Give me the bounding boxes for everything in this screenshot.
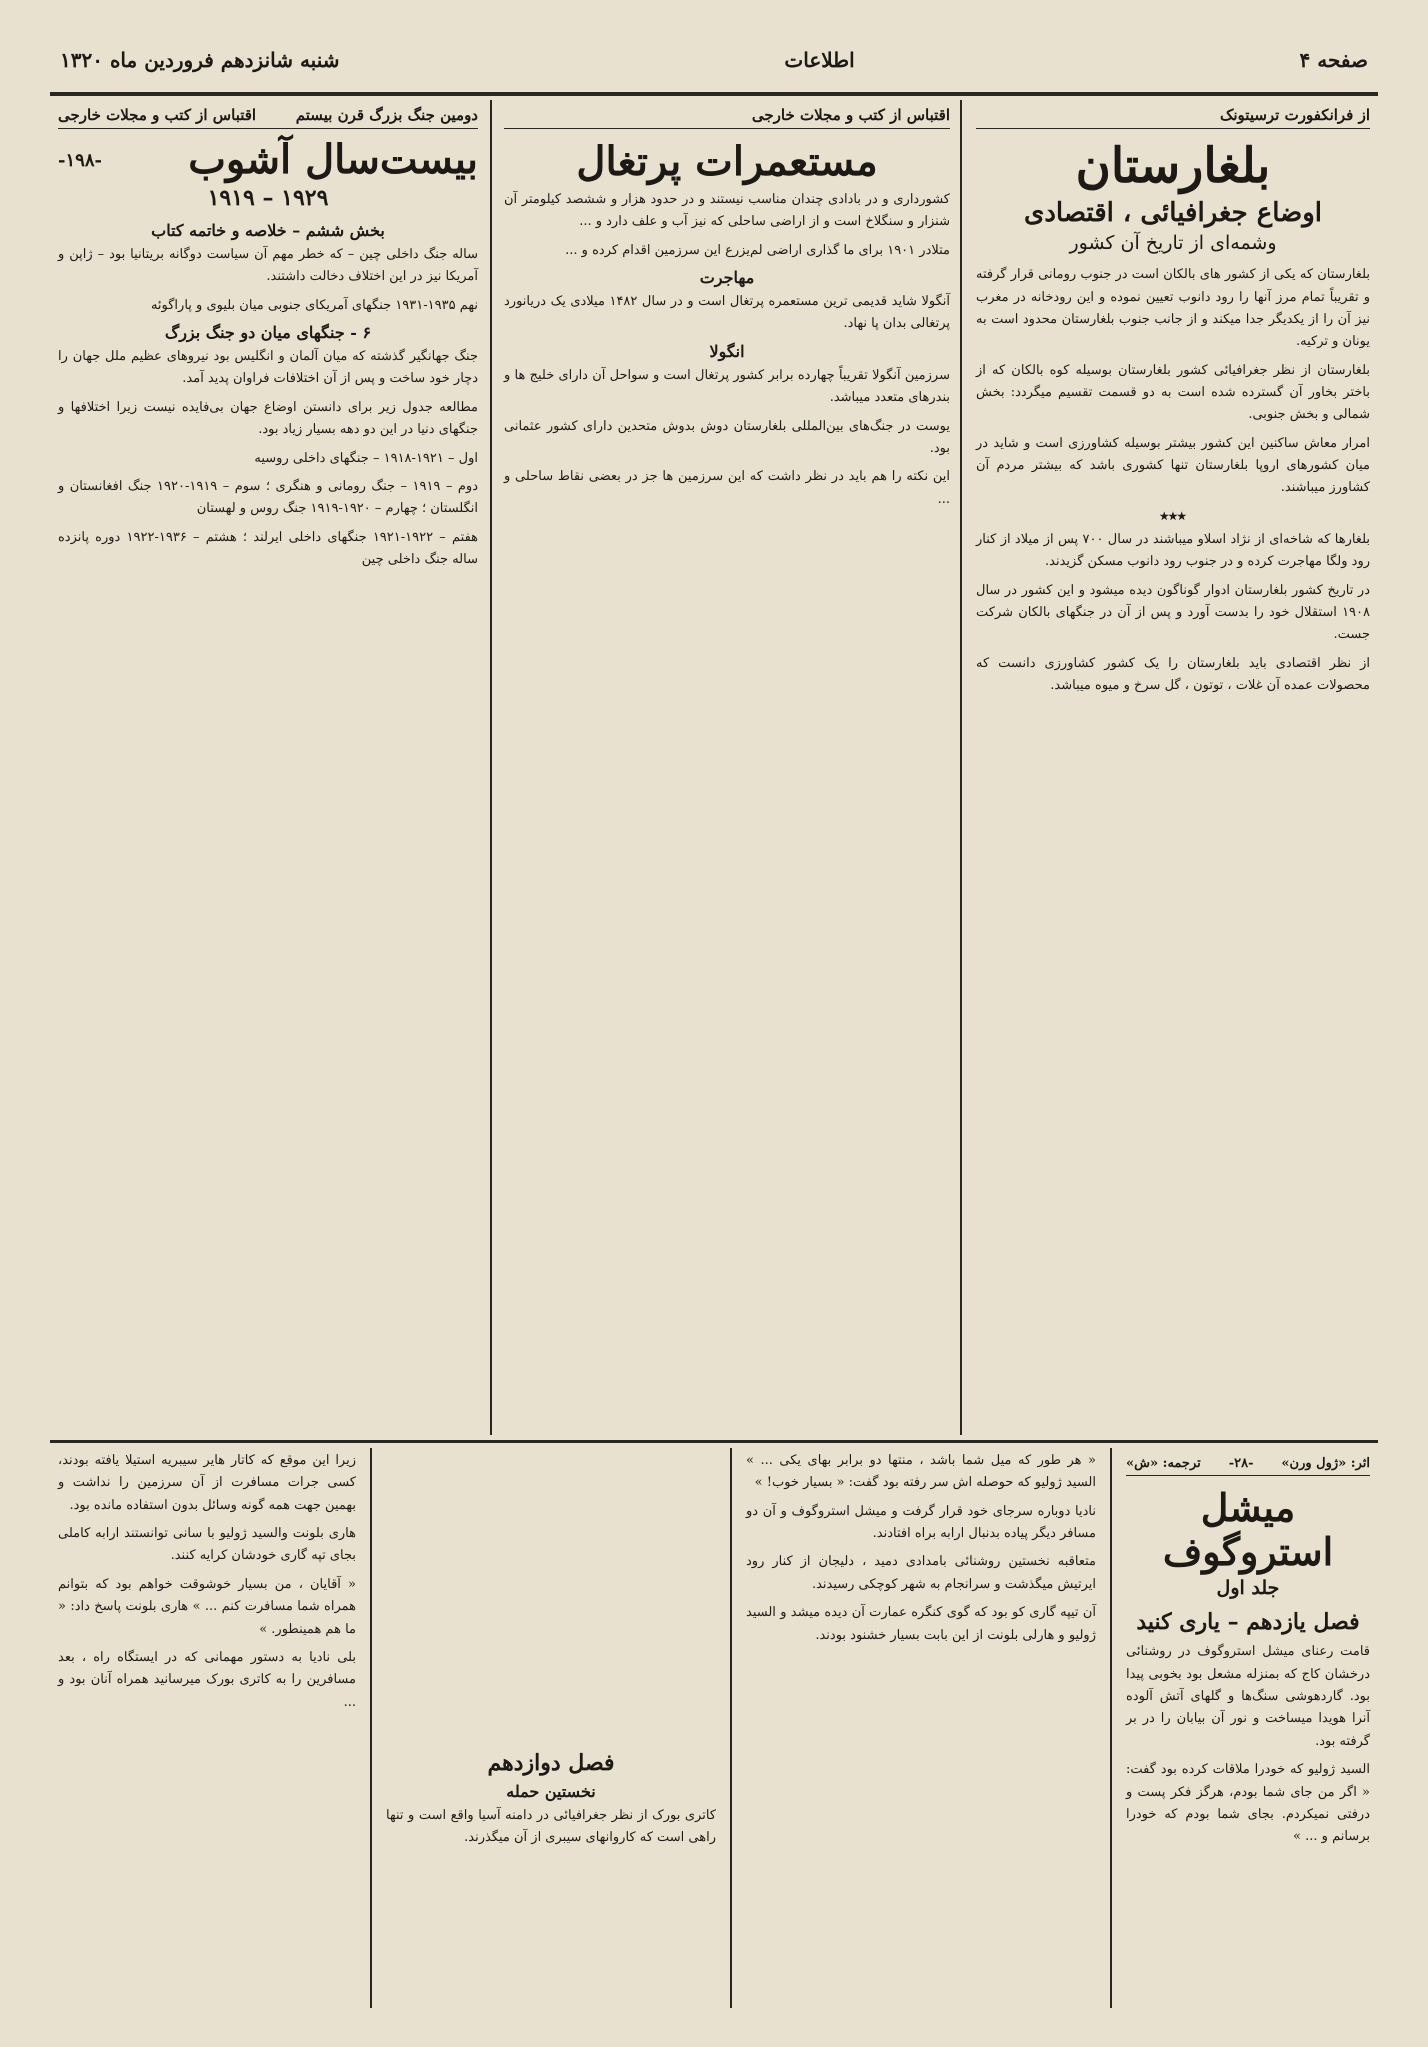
article-years: ۱۹۲۹ – ۱۹۱۹ (207, 185, 329, 211)
article-portugal-colonies (496, 100, 958, 1432)
article-title: بیست‌سال آشوب (188, 136, 478, 183)
section-heading: نخستین حمله (506, 1782, 596, 1801)
paragraph: بلی نادیا به دستور مهمانی که در ایستگاه راه ، بعد مسافرین را به کاتری بورک میرسانید همراه آنان بود و ... (58, 1649, 356, 1710)
newspaper-name: اطلاعات (784, 48, 855, 72)
article-twenty-years (50, 100, 486, 1432)
article-title: بلغارستان (1075, 138, 1271, 194)
page-header (60, 34, 1368, 86)
list-item: اول – ۱۹۲۱-۱۹۱۸ – جنگهای داخلی روسیه (254, 450, 478, 466)
section-heading: بخش ششم – خلاصه و خاتمه کتاب (151, 221, 385, 240)
paragraph: آنگولا شاید قدیمی ترین مستعمره پرتغال است و در سال ۱۴۸۲ میلادی یک دریانورد پرتغالی بدان پا نهاد. (504, 294, 950, 332)
title-row (58, 137, 478, 183)
chapter-title: فصل یازدهم – یاری کنید (1136, 1609, 1360, 1636)
paragraph: قامت رعنای میشل استروگوف در روشنائی درخشان کاج که بمنزله مشعل بود بخوبی پیدا بود. گاردهوشی سنگ‌ها و گلهای آتش آلوده آنرا هویدا میساخت و نور آن بیابان را در بر گرفته بود. (1126, 1644, 1370, 1749)
article-subtitle: اوضاع جغرافیائی ، اقتصادی (1023, 198, 1323, 229)
paragraph: بلغارها که شاخه‌ای از نژاد اسلاو میباشند در سال ۷۰۰ پس از میلاد از کنار رود ولگا مهاجرت کرده و در جنوب رود دانوب مسکن گزیدند. (976, 531, 1370, 570)
paragraph: کاتری بورک از نظر جغرافیائی در دامنه آسیا واقع است و تنها راهی است که کاروانهای سیبری از آن میگذرند. (386, 1808, 716, 1846)
column-divider (490, 100, 492, 1435)
article-source: اقتباس از کتب و مجلات خارجی (504, 100, 950, 129)
serial-novel-column (50, 1450, 364, 2005)
paragraph: امرار معاش ساکنین این کشور بیشتر بوسیله کشاورزی است و شاید در میان کشورهای اروپا بلغارستان تنها کشوری باشد که بیشتر مردم آن کشاورز میباشند. (976, 435, 1370, 496)
article-subheading: وشمه‌ای از تاریخ آن کشور (1069, 232, 1277, 255)
serial-author: اثر: «ژول ورن» (1281, 1456, 1370, 1471)
paragraph: از نظر اقتصادی باید بلغارستان را یک کشور کشاورزی دانست که محصولات عمده آن غلات ، توتون ، گل سرخ و میوه میباشد. (976, 655, 1370, 693)
section-heading: ۶ - جنگهای میان دو جنگ بزرگ (164, 323, 372, 343)
paragraph: مطالعه جدول زیر برای دانستن اوضاع جهان بی‌فایده نیست زیرا اختلافها و جنگهای دنیا در این دو دهه بسیار زیاد بود. (58, 399, 478, 438)
series-source: اقتباس از کتب و مجلات خارجی (58, 106, 257, 124)
paragraph: یوست در جنگ‌های بین‌المللی بلغارستان دوش بدوش متحدین دارای کشور عثمانی بود. (504, 418, 950, 456)
paragraph: در تاریخ کشور بلغارستان ادوار گوناگون دیده میشود و این کشور در سال ۱۹۰۸ استقلال خود را بدست آورد و پس از آن در جنگهای بالکان شرکت جست. (976, 582, 1370, 643)
paragraph: السید ژولیو که خودرا ملاقات کرده بود گفت: « اگر من جای شما بودم، هرگز فکر پست و درفتی نمیکردم. بجای شما بودم که خودرا برسانم و ... » (1126, 1762, 1370, 1845)
column-divider (960, 100, 962, 1435)
column-divider (730, 1448, 732, 2008)
paragraph: بلغارستان که یکی از کشور های بالکان است در جنوب رومانی قرار گرفته و تقریباً تمام مرز آنها را رود دانوب تعیین نموده و این رودخانه در مغرب نیز آن را از یکدیگر جدا میکند و از جانب جنوب بلغارستان محدود است به یونان و ترکیه. (976, 267, 1370, 350)
series-title: دومین جنگ بزرگ قرن بیستم (295, 106, 478, 124)
page-number: صفحه ۴ (1299, 48, 1368, 72)
header-rule (50, 92, 1378, 96)
installment-number: -۱۹۸- (58, 149, 102, 171)
list-item: دوم – ۱۹۱۹ – جنگ رومانی و هنگری ؛ سوم – ۱۹۱۹-۱۹۲۰ جنگ افغانستان و انگلستان ؛ چهارم – ۱۹۲۰-۱۹۱۹ جنگ روس و لهستان (58, 478, 478, 517)
paragraph: « آقایان ، من بسیار خوشوقت خواهم بود که بتوانم همراه شما مسافرت کنم ... » هاری بلونت پاسخ داد: « ما هم همینطور. » (58, 1576, 356, 1637)
series-header (58, 100, 478, 129)
paragraph: ساله جنگ داخلی چین – که خطر مهم آن سیاست دوگانه بریتانیا بود – ژاپن و آمریکا نیز در این اختلاف دخالت داشتند. (58, 247, 478, 285)
chapter-title: فصل دوازدهم (487, 1750, 615, 1776)
paragraph: متلادر ۱۹۰۱ برای ما گذاری اراضی لم‌یزرع این سرزمین اقدام کرده و ... (565, 242, 950, 258)
article-bulgaria (968, 100, 1378, 1432)
paragraph: این نکته را هم باید در نظر داشت که این سرزمین ها جز در بعضی نقاط ساحلی و ... (504, 469, 950, 507)
serial-translator: ترجمه: «ش» (1126, 1456, 1201, 1471)
serial-novel-column (378, 1450, 724, 2005)
section-heading: مهاجرت (699, 268, 755, 288)
article-source: از فرانکفورت ترسیتونک (976, 100, 1370, 129)
article-title: مستعمرات پرتغال (576, 138, 878, 185)
paragraph: هاری بلونت والسید ژولیو با سانی توانستند ارابه کاملی بجای تپه گاری خودشان کرایه کنند. (58, 1526, 356, 1564)
serial-novel-column (738, 1450, 1104, 2005)
paragraph: « هر طور که میل شما باشد ، منتها دو برابر بهای یکی ... » السید ژولیو که حوصله‌ اش سر رفته بود گفت: « بسیار خوب! » (746, 1453, 1096, 1491)
paragraph: متعاقبه نخستین روشنائی بامدادی دمید ، دلیجان از کنار رود ایرتیش میگذشت و سرانجام به شهر کوچکی رسیدند. (746, 1554, 1096, 1592)
issue-date: شنبه شانزدهم فروردین ماه ۱۳۲۰ (60, 48, 340, 72)
paragraph: سرزمین آنگولا تقریباً چهارده برابر کشور پرتغال است و سواحل آن دارای خلیج ها و بندرهای متعدد میباشد. (504, 367, 950, 406)
serial-novel-start (1118, 1450, 1378, 2005)
installment-number: -۲۸- (1228, 1456, 1254, 1471)
novel-title: میشل استروگوف (1162, 1485, 1334, 1574)
paragraph: کشورداری و در بادادی چندان مناسب نیستند و در حدود هزار و ششصد کیلومتر آن شنزار و سنگلاخ است و از اراضی ساحلی که نیز آب و علف دارد و ... (504, 192, 950, 230)
section-divider (50, 1440, 1378, 1443)
paragraph: نادیا دوباره سرجای خود قرار گرفت و میشل استروگوف و آن دو مسافر دیگر پیاده بدنبال ارابه براه افتادند. (746, 1503, 1096, 1542)
paragraph: زیرا این موقع که کاتار هایر سیبریه استیلا یافته بودند، کسی جرات مسافرت از آن سرزمین را نداشت و بهمین جهت همه گونه وسائل بدون استفاده مانده بود. (58, 1453, 356, 1513)
novel-volume: جلد اول (1216, 1577, 1280, 1600)
paragraph: بلغارستان از نظر جغرافیائی کشور بلغارستان بوسیله کوه بالکان که از باختر بخاور آن گسترده شده است به دو قسمت تقسیم میگردد: بخش شمالی و بخش جنوبی. (976, 362, 1370, 423)
paragraph: آن تیپه گاری کو بود که گوی کنگره عمارت آن دیده میشد و السید ژولیو و هارلی بلونت از این بابت بسیار خشنود بودند. (746, 1605, 1096, 1643)
column-divider (1110, 1448, 1112, 2008)
list-item: هفتم – ۱۹۲۲-۱۹۲۱ جنگهای داخلی ایرلند ؛ هشتم – ۱۹۳۶-۱۹۲۲ دوره پانزده ساله جنگ داخلی چین (58, 529, 478, 567)
column-divider (370, 1448, 372, 2008)
serial-header (1126, 1450, 1370, 1476)
section-separator: ٭٭٭ (1159, 505, 1187, 525)
paragraph: نهم ۱۹۳۵-۱۹۳۱ جنگهای آمریکای جنوبی میان بلیوی و پاراگوئه (150, 297, 478, 313)
paragraph: جنگ جهانگیر گذشته که میان آلمان و انگلیس بود نیروهای عظیم ملل جهان را دچار خود ساخت و پس از آن اختلافات فراوان پدید آمد. (58, 349, 478, 387)
section-heading: انگولا (709, 341, 745, 361)
